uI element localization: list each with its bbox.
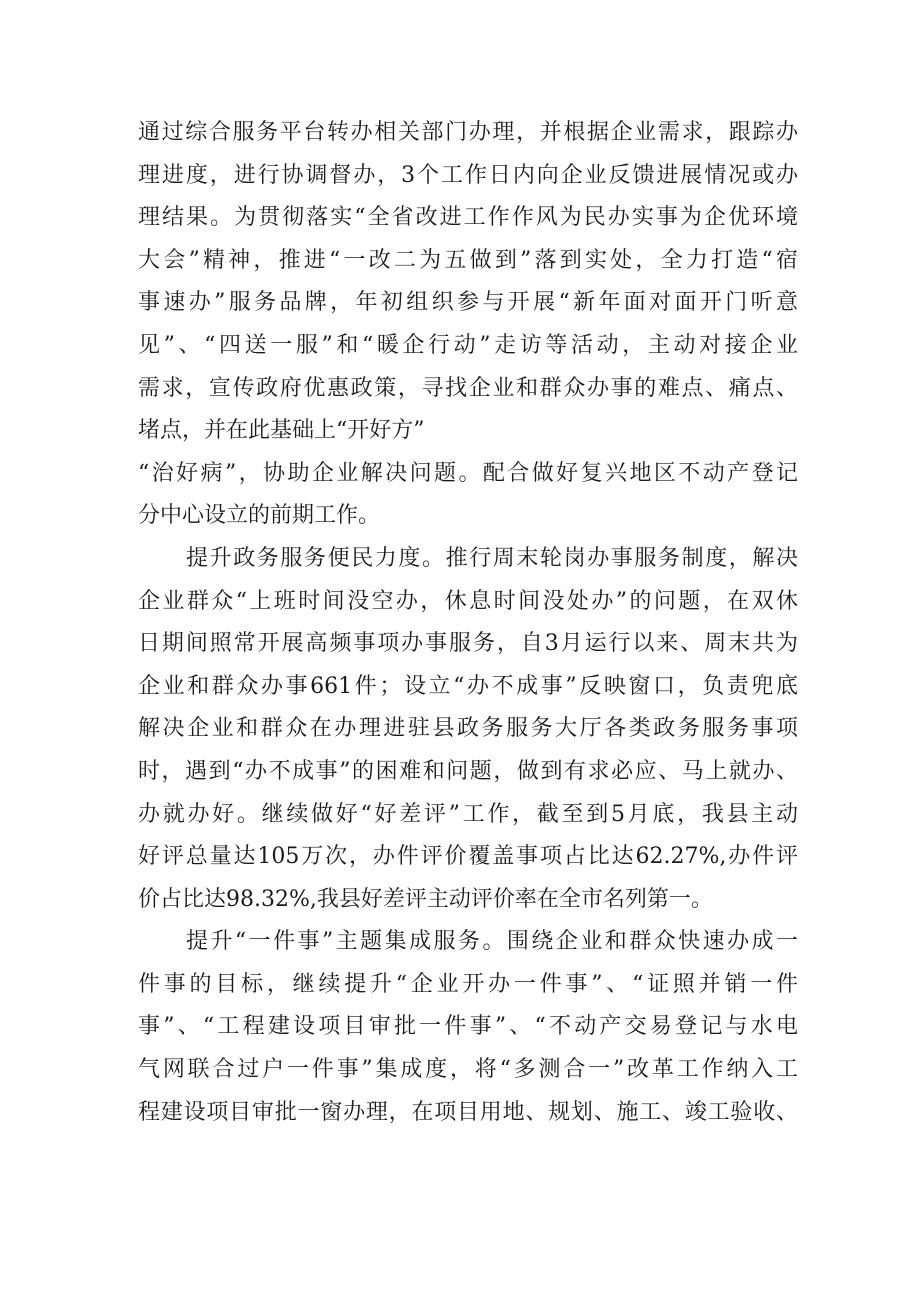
text-line: 办就办好。继续做好“好差评”工作，截至到5月底，我县主动 — [138, 801, 798, 827]
body-text — [138, 112, 798, 1134]
text-line: 理结果。为贯彻落实“全省改进工作作风为民办实事为企优环境 — [138, 205, 798, 231]
text-line: 企业和群众办事661件；设立“办不成事”反映窗口，负责兜底 — [138, 673, 798, 699]
text-line: 通过综合服务平台转办相关部门办理，并根据企业需求，跟踪办 — [138, 120, 798, 145]
text-line: 理进度，进行协调督办，3个工作日内向企业反馈进展情况或办 — [138, 162, 798, 188]
text-line: 事”、“工程建设项目审批一件事”、“不动产交易登记与水电 — [138, 1014, 798, 1040]
text-line: 日期间照常开展高频事项办事服务，自3月运行以来、周末共为 — [138, 631, 798, 657]
text-line: 件事的目标，继续提升“企业开办一件事”、“证照并销一件 — [138, 971, 798, 997]
text-line: 分中心设立的前期工作。 — [138, 503, 381, 529]
text-line: 价占比达98.32%,我县好差评主动评价率在全市名列第一。 — [138, 886, 713, 912]
text-line: 事速办”服务品牌，年初组织参与开展“新年面对面开门听意 — [138, 290, 798, 316]
text-line: 提升政务服务便民力度。推行周末轮岗办事服务制度，解决 — [186, 545, 798, 571]
text-line: 堵点，并在此基础上“开好方” — [138, 418, 425, 444]
text-line: 大会”精神，推进“一改二为五做到”落到实处，全力打造“宿 — [138, 247, 798, 273]
text-line: 企业群众“上班时间没空办，休息时间没处办”的问题，在双休 — [138, 588, 798, 614]
text-line: “治好病”，协助企业解决问题。配合做好复兴地区不动产登记 — [138, 460, 798, 486]
text-line: 程建设项目审批一窗办理，在项目用地、规划、施工、竣工验收、 — [138, 1099, 798, 1125]
text-line: 时，遇到“办不成事”的困难和问题，做到有求必应、马上就办、 — [138, 758, 798, 784]
text-line: 见”、“四送一服”和“暖企行动”走访等活动，主动对接企业 — [138, 332, 798, 358]
text-line: 好评总量达105万次，办件评价覆盖事项占比达62.27%,办件评 — [138, 844, 798, 870]
text-line: 需求，宣传政府优惠政策，寻找企业和群众办事的难点、痛点、 — [138, 375, 798, 401]
text-line: 提升“一件事”主题集成服务。围绕企业和群众快速办成一 — [186, 929, 798, 955]
text-line: 气网联合过户一件事”集成度，将“多测合一”改革工作纳入工 — [138, 1057, 798, 1083]
text-line: 解决企业和群众在办理进驻县政务服务大厅各类政务服务事项 — [138, 716, 798, 742]
